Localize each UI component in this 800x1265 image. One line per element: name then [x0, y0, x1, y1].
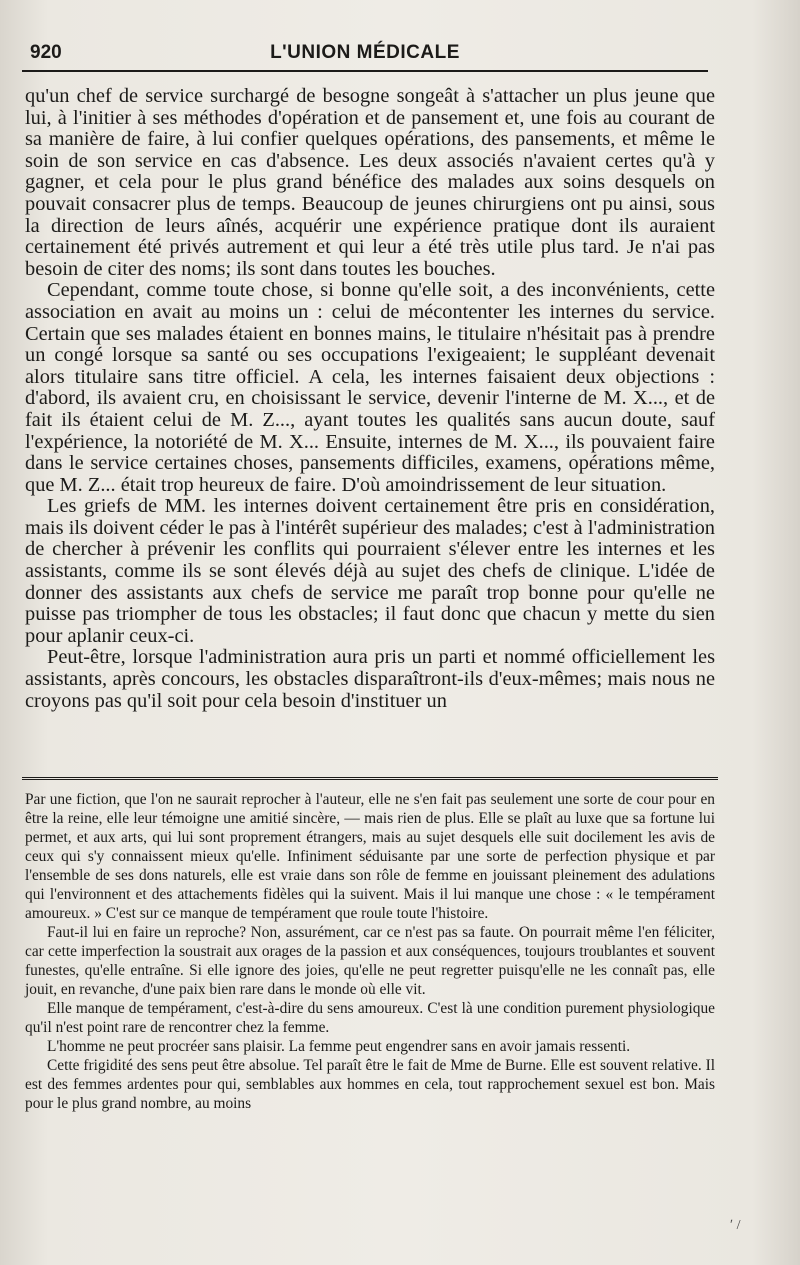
footnote-paragraph: Elle manque de tempérament, c'est-à-dire du sens amoureux. C'est là une condition purement physiologique qu'il n'est point rare de rencontrer chez la femme. [25, 1000, 715, 1036]
footnote-paragraph: Cette frigidité des sens peut être absolue. Tel paraît être le fait de Mme de Burne. Elle est souvent relative. Il est des femmes ardentes pour qui, semblables aux hommes en cela, tout rapprochement sexuel est bon. Mais pour le plus grand nombre, au moins [25, 1057, 715, 1112]
page-number: 920 [30, 42, 62, 63]
main-paragraph: Cependant, comme toute chose, si bonne qu'elle soit, a des inconvénients, cette association en avait au moins un : celui de mécontenter les internes du service. Certain que ses malades étaient en bonnes mains, le titulaire n'hésitait pas à prendre un congé lorsque sa santé ou ses occupations l'exigeaient; le suppléant devenait alors titulaire sans titre officiel. A cela, les internes faisaient deux objections : d'abord, ils avaient cru, en choisissant le service, devenir l'interne de M. X..., et de fait ils étaient celui de M. Z..., ayant toutes les qualités sans aucun doute, sauf l'expérience, la notoriété de M. X... Ensuite, internes de M. X..., ils pouvaient faire dans le service certaines choses, pansements difficiles, examens, opérations même, que M. Z... était trop heureux de faire. D'où amoindrissement de leur situation. [25, 279, 715, 496]
main-text [25, 86, 715, 712]
footnote-paragraph: Par une fiction, que l'on ne saurait reprocher à l'auteur, elle ne s'en fait pas seulement une sorte de cour pour en être la reine, elle leur témoigne une amitié sincère, — mais rien de plus. Elle se plaît au luxe que sa fortune lui permet, et aux arts, qui lui sont proprement étrangers, mais au sujet desquels elle suit docilement les avis de ceux qui s'y connaissent mieux qu'elle. Infiniment séduisante par une sorte de perfection physique et par l'ensemble de ses dons naturels, elle est vraie dans son rôle de femme en jouissant pleinement des adulations qui l'environnent et des attachements fidèles qui la suivent. Mais il lui manque une chose : « le tempérament amoureux. » C'est sur ce manque de tempérament que roule toute l'histoire. [25, 791, 715, 922]
header-rule [22, 70, 708, 72]
footnote-text [25, 790, 715, 1113]
main-paragraph: qu'un chef de service surchargé de besogne songeât à s'attacher un plus jeune que lui, à l'initier à ses méthodes d'opération et de pansement et, une fois au courant de sa manière de faire, à lui confier quelques opérations, des pansements, et même le soin de son service en cas d'absence. Les deux associés n'avaient certes qu'à y gagner, et cela pour le plus grand bénéfice des malades aux soins desquels on pouvait consacrer plus de temps. Beaucoup de jeunes chirurgiens ont pu ainsi, sous la direction de leurs aînés, acquérir une expérience pratique dont ils auraient certainement été privés autrement et qui leur a été très utile plus tard. Je n'ai pas besoin de citer des noms; ils sont dans toutes les bouches. [25, 85, 715, 280]
main-paragraph: Les griefs de MM. les internes doivent certainement être pris en considération, mais ils doivent céder le pas à l'intérêt supérieur des malades; c'est à l'administration de chercher à prévenir les conflits qui pourraient s'élever entre les internes et les assistants, comme ils se sont élevés déjà au sujet des chefs de clinique. L'idée de donner des assistants aux chefs de service me paraît trop bonne pour qu'elle ne puisse pas triompher de tous les obstacles; il faut donc que chacun y mette du sien pour aplanir ceux-ci. [25, 495, 715, 647]
footnote-paragraph: L'homme ne peut procréer sans plaisir. La femme peut engendrer sans en avoir jamais ressenti. [47, 1038, 631, 1055]
footnote-paragraph: Faut-il lui en faire un reproche? Non, assurément, car ce n'est pas sa faute. On pourrait même l'en féliciter, car cette imperfection la soustrait aux orages de la passion et aux conséquences, toujours troublantes et souvent funestes, qu'elle entraîne. Si elle ignore des joies, qu'elle ne peut regretter puisqu'elle ne les connaît pas, elle jouit, en revanche, d'une paix bien rare dans le monde où elle vit. [25, 924, 715, 998]
margin-mark: ʹ / [730, 1218, 741, 1233]
running-title: L'UNION MÉDICALE [270, 42, 460, 63]
footnote-separator [22, 777, 718, 785]
page-header [22, 36, 708, 72]
main-paragraph: Peut-être, lorsque l'administration aura pris un parti et nommé officiellement les assistants, après concours, les obstacles disparaîtront-ils d'eux-mêmes; mais nous ne croyons pas qu'il soit pour cela besoin d'instituer un [25, 646, 715, 712]
